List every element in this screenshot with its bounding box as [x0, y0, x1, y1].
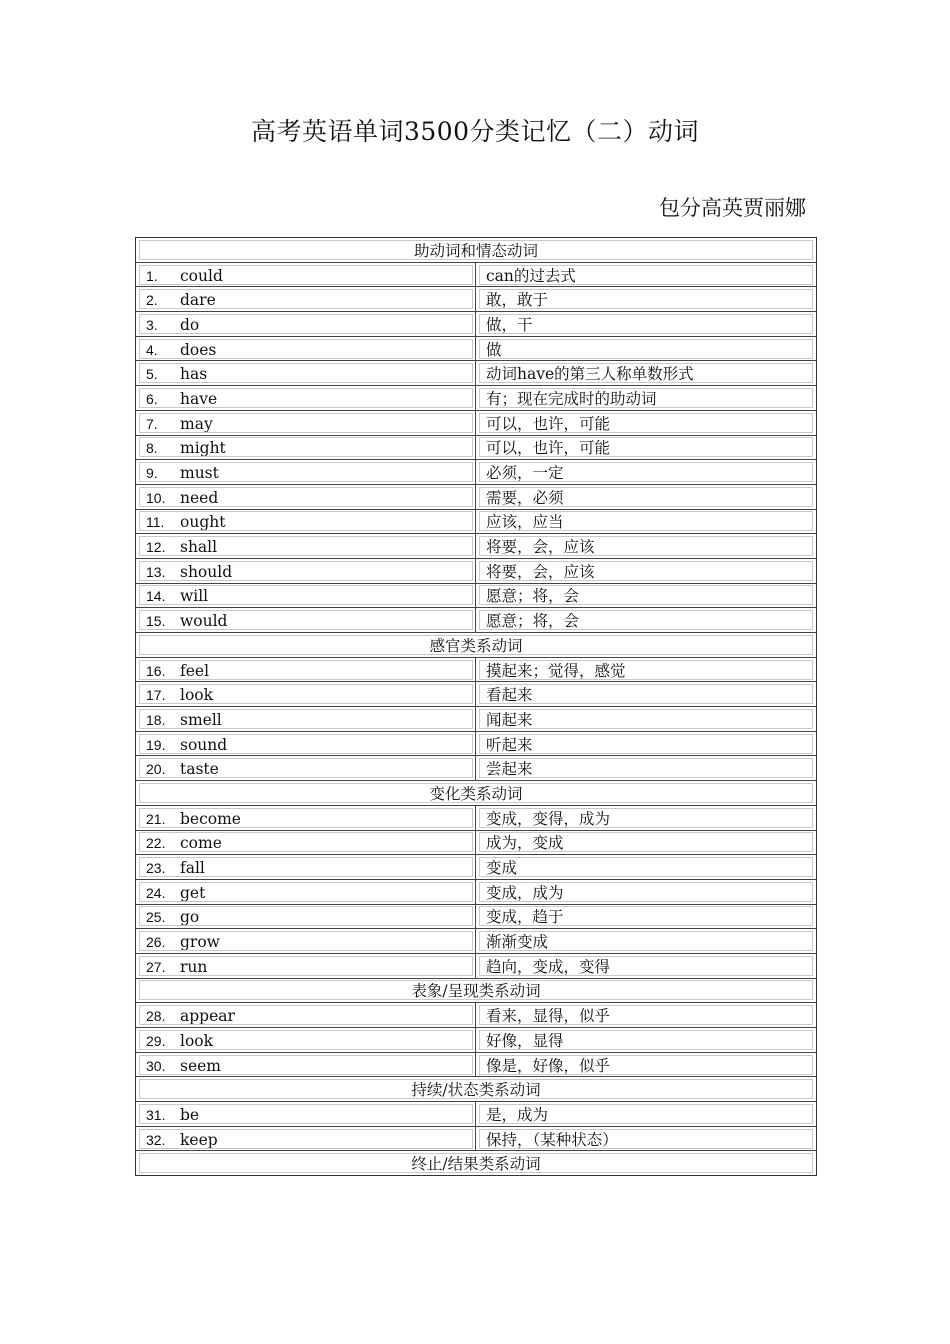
- english-word: keep: [180, 1130, 218, 1149]
- word-cell: [139, 339, 473, 359]
- item-number: 14.: [146, 588, 166, 605]
- english-word: may: [180, 414, 213, 433]
- english-word: feel: [180, 661, 210, 680]
- chinese-meaning: 听起来: [479, 734, 813, 754]
- item-number: 28.: [146, 1008, 166, 1025]
- word-cell: [139, 882, 473, 902]
- chinese-meaning: 将要，会，应该: [479, 536, 813, 556]
- chinese-meaning: 愿意；将，会: [479, 585, 813, 605]
- chinese-meaning: 渐渐变成: [479, 931, 813, 951]
- english-word: could: [180, 266, 223, 285]
- english-word: dare: [180, 291, 216, 310]
- word-cell: [139, 832, 473, 852]
- item-number: 10.: [146, 489, 166, 506]
- english-word: have: [180, 389, 218, 408]
- english-word: get: [180, 883, 206, 902]
- table-row: [136, 707, 816, 732]
- table-row: [136, 929, 816, 954]
- table-row: [136, 1003, 816, 1028]
- english-word: taste: [180, 760, 219, 779]
- word-cell: [139, 561, 473, 581]
- chinese-meaning: 保持，（某种状态）: [479, 1129, 813, 1149]
- section-header-row: [136, 633, 816, 658]
- item-number: 13.: [146, 563, 166, 580]
- word-cell: [139, 660, 473, 680]
- chinese-meaning: 做，干: [479, 314, 813, 334]
- word-cell: [139, 536, 473, 556]
- word-cell: [139, 314, 473, 334]
- chinese-meaning: 变成，变得，成为: [479, 808, 813, 828]
- section-header: 终止/结果类系动词: [139, 1153, 813, 1173]
- chinese-meaning: 可以，也许，可能: [479, 437, 813, 457]
- english-word: come: [180, 834, 222, 853]
- item-number: 26.: [146, 934, 166, 951]
- section-header-row: [136, 1151, 816, 1175]
- table-row: [136, 608, 816, 633]
- table-row: [136, 1053, 816, 1078]
- english-word: go: [180, 908, 200, 927]
- word-cell: [139, 363, 473, 383]
- item-number: 32.: [146, 1131, 166, 1148]
- table-row: [136, 831, 816, 856]
- english-word: look: [180, 1031, 214, 1050]
- chinese-meaning: 可以，也许，可能: [479, 413, 813, 433]
- vocabulary-table: [135, 237, 817, 1176]
- item-number: 16.: [146, 662, 166, 679]
- word-cell: [139, 808, 473, 828]
- item-number: 25.: [146, 909, 166, 926]
- table-row: [136, 337, 816, 362]
- word-cell: [139, 511, 473, 531]
- word-cell: [139, 857, 473, 877]
- table-row: [136, 361, 816, 386]
- item-number: 9.: [146, 465, 158, 482]
- english-word: seem: [180, 1056, 221, 1075]
- item-number: 8.: [146, 440, 158, 457]
- chinese-meaning: 看起来: [479, 684, 813, 704]
- table-row: [136, 756, 816, 781]
- word-cell: [139, 265, 473, 285]
- table-row: [136, 584, 816, 609]
- table-row: [136, 954, 816, 979]
- table-row: [136, 905, 816, 930]
- table-row: [136, 732, 816, 757]
- section-header: 助动词和情态动词: [139, 240, 813, 260]
- english-word: sound: [180, 735, 228, 754]
- chinese-meaning: 愿意；将，会: [479, 610, 813, 630]
- english-word: will: [180, 587, 209, 606]
- english-word: need: [180, 488, 219, 507]
- chinese-meaning: 闻起来: [479, 709, 813, 729]
- word-cell: [139, 585, 473, 605]
- word-cell: [139, 289, 473, 309]
- item-number: 1.: [146, 267, 158, 284]
- chinese-meaning: 尝起来: [479, 758, 813, 778]
- chinese-meaning: 像是，好像，似乎: [479, 1055, 813, 1075]
- table-row: [136, 312, 816, 337]
- chinese-meaning: 有；现在完成时的助动词: [479, 388, 813, 408]
- english-word: be: [180, 1105, 200, 1124]
- chinese-meaning: 必须，一定: [479, 462, 813, 482]
- chinese-meaning: 看来，显得，似乎: [479, 1005, 813, 1025]
- word-cell: [139, 1055, 473, 1075]
- item-number: 15.: [146, 613, 166, 630]
- table-row: [136, 386, 816, 411]
- english-word: become: [180, 809, 241, 828]
- section-header: 持续/状态类系动词: [139, 1079, 813, 1099]
- item-number: 12.: [146, 539, 166, 556]
- item-number: 31.: [146, 1106, 166, 1123]
- word-cell: [139, 956, 473, 976]
- english-word: run: [180, 957, 208, 976]
- table-row: [136, 806, 816, 831]
- english-word: grow: [180, 933, 220, 952]
- english-word: smell: [180, 710, 222, 729]
- table-row: [136, 1102, 816, 1127]
- word-cell: [139, 758, 473, 778]
- table-row: [136, 880, 816, 905]
- item-number: 6.: [146, 390, 158, 407]
- table-row: [136, 263, 816, 288]
- item-number: 4.: [146, 341, 158, 358]
- item-number: 21.: [146, 810, 166, 827]
- english-word: does: [180, 340, 217, 359]
- chinese-meaning: can的过去式: [479, 265, 813, 285]
- english-word: look: [180, 686, 214, 705]
- section-header-row: [136, 979, 816, 1004]
- chinese-meaning: 变成，趋于: [479, 906, 813, 926]
- chinese-meaning: 变成: [479, 857, 813, 877]
- chinese-meaning: 敢，敢于: [479, 289, 813, 309]
- english-word: shall: [180, 538, 218, 557]
- item-number: 27.: [146, 958, 166, 975]
- item-number: 24.: [146, 884, 166, 901]
- section-header: 感官类系动词: [139, 635, 813, 655]
- table-row: [136, 287, 816, 312]
- table-row: [136, 411, 816, 436]
- section-header-row: [136, 781, 816, 806]
- word-cell: [139, 709, 473, 729]
- table-row: [136, 658, 816, 683]
- word-cell: [139, 388, 473, 408]
- section-header: 表象/呈现类系动词: [139, 980, 813, 1000]
- word-cell: [139, 1129, 473, 1149]
- item-number: 11.: [146, 514, 165, 531]
- chinese-meaning: 动词have的第三人称单数形式: [479, 363, 813, 383]
- section-header-row: [136, 238, 816, 263]
- table-row: [136, 485, 816, 510]
- word-cell: [139, 1030, 473, 1050]
- table-row: [136, 559, 816, 584]
- table-row: [136, 460, 816, 485]
- table-row: [136, 855, 816, 880]
- chinese-meaning: 摸起来；觉得，感觉: [479, 660, 813, 680]
- table-row: [136, 510, 816, 535]
- chinese-meaning: 需要，必须: [479, 487, 813, 507]
- item-number: 18.: [146, 711, 166, 728]
- word-cell: [139, 413, 473, 433]
- table-row: [136, 1028, 816, 1053]
- word-cell: [139, 487, 473, 507]
- chinese-meaning: 趋向，变成，变得: [479, 956, 813, 976]
- english-word: fall: [180, 859, 205, 878]
- chinese-meaning: 做: [479, 339, 813, 359]
- word-cell: [139, 462, 473, 482]
- section-header-row: [136, 1077, 816, 1102]
- table-row: [136, 436, 816, 461]
- item-number: 20.: [146, 761, 166, 778]
- table-row: [136, 682, 816, 707]
- author-name: 包分高英贾丽娜: [659, 196, 806, 220]
- english-word: should: [180, 562, 233, 581]
- word-cell: [139, 1005, 473, 1025]
- item-number: 7.: [146, 415, 158, 432]
- english-word: appear: [180, 1007, 235, 1026]
- item-number: 5.: [146, 366, 158, 383]
- word-cell: [139, 684, 473, 704]
- english-word: might: [180, 439, 226, 458]
- word-cell: [139, 906, 473, 926]
- section-header: 变化类系动词: [139, 783, 813, 803]
- item-number: 30.: [146, 1057, 166, 1074]
- item-number: 2.: [146, 292, 158, 309]
- page-title: 高考英语单词3500分类记忆（二）动词: [250, 117, 700, 146]
- item-number: 17.: [146, 687, 166, 704]
- table-row: [136, 1127, 816, 1152]
- table-row: [136, 534, 816, 559]
- english-word: ought: [180, 513, 226, 532]
- item-number: 19.: [146, 736, 166, 753]
- chinese-meaning: 好像，显得: [479, 1030, 813, 1050]
- chinese-meaning: 成为，变成: [479, 832, 813, 852]
- english-word: do: [180, 315, 200, 334]
- item-number: 29.: [146, 1032, 166, 1049]
- word-cell: [139, 734, 473, 754]
- english-word: has: [180, 365, 208, 384]
- word-cell: [139, 1104, 473, 1124]
- item-number: 3.: [146, 316, 158, 333]
- item-number: 22.: [146, 835, 166, 852]
- word-cell: [139, 931, 473, 951]
- chinese-meaning: 将要，会，应该: [479, 561, 813, 581]
- item-number: 23.: [146, 860, 166, 877]
- english-word: would: [180, 612, 228, 631]
- chinese-meaning: 应该，应当: [479, 511, 813, 531]
- vocabulary-table-body: [136, 238, 816, 1175]
- word-cell: [139, 437, 473, 457]
- chinese-meaning: 是，成为: [479, 1104, 813, 1124]
- word-cell: [139, 610, 473, 630]
- chinese-meaning: 变成，成为: [479, 882, 813, 902]
- english-word: must: [180, 464, 219, 483]
